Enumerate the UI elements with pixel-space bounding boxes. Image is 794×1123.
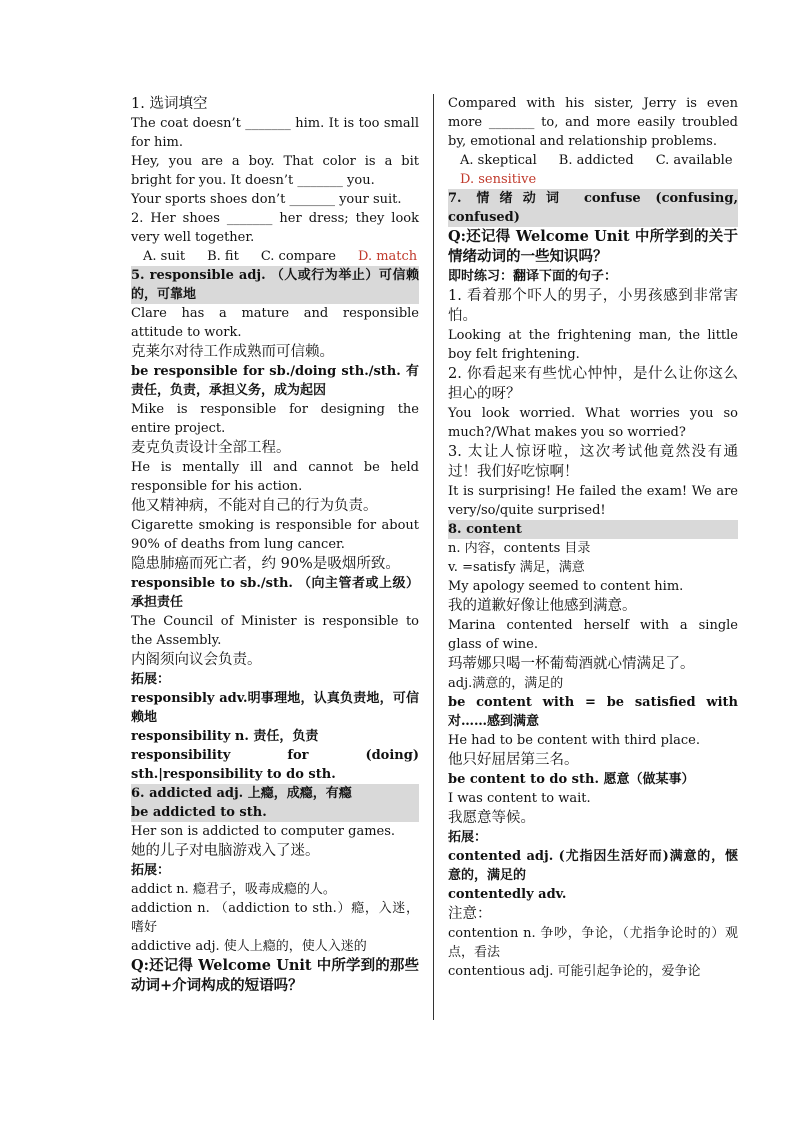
text-line: 拓展： [131,863,171,878]
text-line: My apology seemed to content him. [448,579,684,594]
text-line: be content with = be satisfied with 对……感到满意 [448,695,738,729]
left-column [131,94,419,996]
text-line: responsibility n. 责任，负责 [131,729,319,744]
text-line: v. =satisfy 满足，满意 [448,560,585,575]
text-line: contentedly adv. [448,887,567,902]
text-line: Looking at the frightening man, the little boy felt frightening. [448,328,738,362]
text-line: The coat doesn’t _______ him. It is too small for him. [131,116,419,150]
text-line: It is surprising! He failed the exam! We are very/so/quite surprised! [448,484,738,518]
chinese-line: 1. 选词填空 [131,96,208,112]
answer-option: B. fit [207,249,239,264]
right-column [448,94,738,981]
text-line: He is mentally ill and cannot be held responsible for his action. [131,460,419,494]
text-line: responsibly adv.明事理地，认真负责地，可信赖地 [131,691,419,725]
chinese-line: 克莱尔对待工作成熟而可信赖。 [131,344,334,360]
chinese-line: 注意： [448,906,492,922]
text-line: contented adj. (尤指因生活好而)满意的，惬意的，满足的 [448,849,738,883]
answer-option: C. available [655,153,733,168]
chinese-line: 我的道歉好像让他感到满意。 [448,598,637,614]
text-line: Compared with his sister, Jerry is even more _______ to, and more easily troubled by, emotional and relationship problems. [448,96,738,149]
text-line: be responsible for sb./doing sth./sth. 有责任，负责，承担义务，成为起因 [131,364,419,398]
text-line: addiction n. （addiction to sth.）瘾，入迷，嗜好 [131,901,419,935]
text-line: 2. Her shoes _______ her dress; they look very well together. [131,211,419,245]
text-line: be content to do sth. 愿意（做某事） [448,772,695,787]
answer-option: B. addicted [558,153,634,168]
text-line: contentious adj. 可能引起争论的，爱争论 [448,964,701,979]
text-line: responsible to sb./sth. （向主管者或上级）承担责任 [131,576,419,610]
text-line: Her son is addicted to computer games. [131,824,396,839]
answer-option: D. sensitive [460,172,537,187]
chinese-line: 内阁须向议会负责。 [131,652,262,668]
answer-option: C. compare [260,249,336,264]
text-line: n. 内容，contents 目录 [448,541,591,556]
text-line: 拓展： [131,672,171,687]
chinese-line: 玛蒂娜只喝一杯葡萄酒就心情满足了。 [448,656,695,672]
text-line: contention n. 争吵，争论，（尤指争论时的）观点，看法 [448,926,738,960]
text-line: adj.满意的，满足的 [448,676,564,691]
answer-option: A. suit [143,249,186,264]
section-heading: 6. addicted adj. 上瘾，成瘾，有瘾 [131,784,419,803]
chinese-line: 3. 太让人惊讶啦，这次考试他竟然没有通过！我们好吃惊啊！ [448,444,738,480]
text-line: addictive adj. 使人上瘾的，使人入迷的 [131,939,367,954]
answer-options [448,151,738,170]
answer-option: A. skeptical [460,153,537,168]
text-line: He had to be content with third place. [448,733,700,748]
chinese-line: 他只好屈居第三名。 [448,752,579,768]
text-line: responsibility for (doing) sth.|responsibility to do sth. [131,748,419,782]
section-heading: 5. responsible adj. （人或行为举止）可信赖的，可靠地 [131,268,419,302]
section-heading: 7. 情绪动词 confuse (confusing, confused) [448,191,738,225]
chinese-line: 2. 你看起来有些忧心忡忡，是什么让你这么担心的呀？ [448,366,738,402]
answer-options [131,247,419,266]
chinese-line: 1. 看着那个吓人的男子，小男孩感到非常害怕。 [448,288,738,324]
text-line: addict n. 瘾君子，吸毒成瘾的人。 [131,882,336,897]
text-line: I was content to wait. [448,791,591,806]
column-divider [433,94,434,1020]
chinese-line: Q:还记得 Welcome Unit 中所学到的关于情绪动词的一些知识吗？ [448,228,738,265]
answer-option: D. match [357,249,418,264]
section-heading: 8. content [448,520,738,539]
chinese-line: 她的儿子对电脑游戏入了迷。 [131,843,320,859]
text-line: The Council of Minister is responsible to the Assembly. [131,614,419,648]
chinese-line: 麦克负责设计全部工程。 [131,440,291,456]
section-heading: be addicted to sth. [131,803,419,822]
text-line: Hey, you are a boy. That color is a bit bright for you. It doesn’t _______ you. [131,154,419,188]
chinese-line: 我愿意等候。 [448,810,535,826]
text-line: Mike is responsible for designing the entire project. [131,402,419,436]
text-line: Your sports shoes don’t _______ your suit. [131,192,402,207]
text-line: 拓展： [448,830,488,845]
text-line: Marina contented herself with a single glass of wine. [448,618,738,652]
chinese-line: 隐患肺癌而死亡者，约 90%是吸烟所致。 [131,556,400,572]
chinese-line: 他又精神病，不能对自己的行为负责。 [131,498,378,514]
text-line: You look worried. What worries you so much?/What makes you so worried? [448,406,738,440]
text-line: Cigarette smoking is responsible for about 90% of deaths from lung cancer. [131,518,419,552]
text-line: 即时练习：翻译下面的句子： [448,269,618,284]
text-line: Clare has a mature and responsible attitude to work. [131,306,419,340]
chinese-line: Q:还记得 Welcome Unit 中所学到的那些动词+介词构成的短语吗？ [131,957,419,994]
